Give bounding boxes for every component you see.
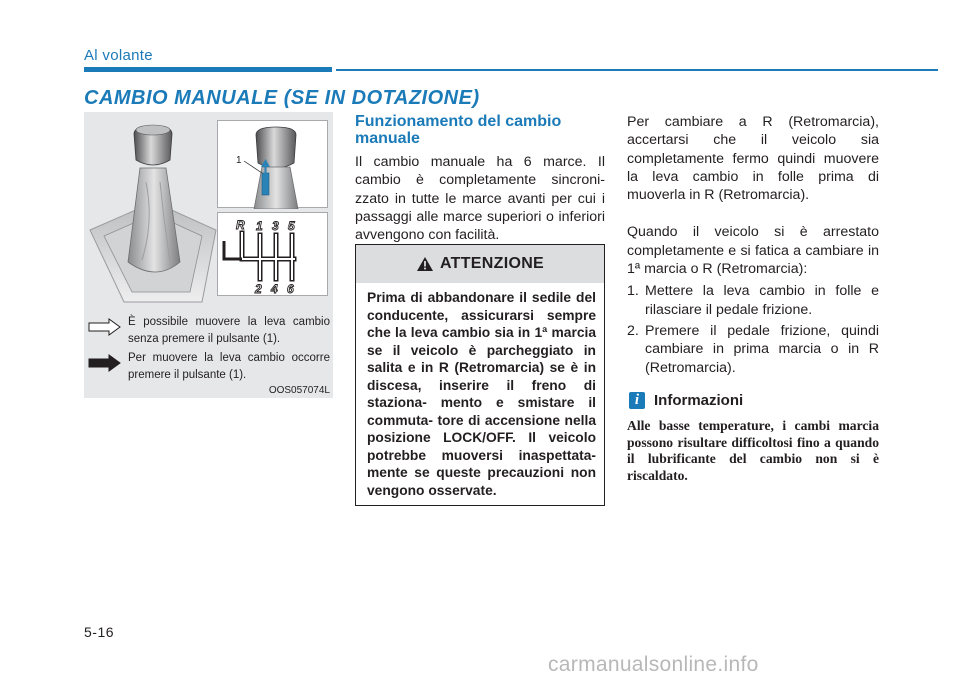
callout-number: 1 (236, 155, 242, 166)
info-heading (629, 392, 743, 409)
outline-arrow-icon (88, 318, 122, 336)
figure-code: OOS057074L (268, 385, 330, 396)
gear-label-3: 3 (272, 219, 279, 233)
list-item: 2. Premere il pedale frizione, quindi cambiare in prima marcia o in R (Retromarcia). (627, 322, 879, 376)
warning-header (356, 245, 604, 283)
button-detail-inset (217, 120, 328, 208)
gear-label-5: 5 (288, 219, 295, 233)
shift-pattern-diagram (218, 213, 329, 297)
gear-label-2: 2 (255, 282, 262, 296)
difficulty-paragraph: Quando il veicolo si è arrestato completamente e si fatica a cambiare in 1ª marcia o R (Retromarcia): (627, 224, 879, 278)
legend-row-outline (84, 314, 333, 350)
page-title: CAMBIO MANUALE (SE IN DOTAZIONE) (84, 87, 480, 109)
section-heading: Funzionamento del cambio manuale (355, 113, 562, 147)
warning-box (355, 244, 605, 506)
header-rule-thin (336, 69, 938, 71)
gear-label-r: R (236, 218, 245, 232)
shift-pattern-inset (217, 212, 328, 296)
intro-paragraph: Il cambio manuale ha 6 marce. Il cambio è completamente sincroni- zzato in tutte le marce avanti per cui i passaggi alle marce superiori o inferiori avvengono con facilità. (355, 154, 605, 244)
gear-label-1: 1 (256, 219, 263, 233)
list-item: 1. Mettere la leva cambio in folle e rilasciare il pedale frizione. (627, 283, 879, 318)
gear-label-4: 4 (271, 282, 278, 296)
gear-label-6: 6 (287, 282, 294, 296)
warning-label: ATTENZIONE (439, 255, 545, 272)
warning-text: Prima di abbandonare il sedile del conducente, assicurarsi sempre che la leva cambio sia in 1ª marcia se il veicolo è parcheggiato in salita e in R (Retromarcia) se è in discesa, inserire il freno di staziona- mento e smistare il commuta- tore di accensione nella posizione LOCK/OFF. Il veicolo potrebbe muoversi inaspettata- mente se queste precauzioni non vengono osservate. (367, 290, 596, 498)
section-label: Al volante (84, 47, 153, 64)
header-rule-thick (84, 67, 332, 72)
warning-triangle-icon (416, 256, 434, 272)
solid-arrow-icon (88, 354, 122, 372)
info-icon: i (629, 392, 645, 409)
legend-row-solid (84, 350, 333, 386)
right-column (627, 113, 879, 380)
steps-list (627, 282, 879, 376)
info-text: Alle basse temperature, i cambi marcia possono risultare difficoltosi fino a quando il lubrificante del cambio non si è riscaldato. (627, 418, 879, 484)
legend-text-outline: È possibile muovere la leva cambio senza premere il pulsante (1). (128, 316, 330, 345)
legend-text-solid: Per muovere la leva cambio occorre premere il pulsante (1). (128, 352, 330, 381)
info-title: Informazioni (654, 392, 744, 409)
gear-shift-figure (84, 112, 333, 398)
reverse-paragraph: Per cambiare a R (Retromarcia), accertarsi che il veicolo sia completamente fermo quindi muovere la leva cambio in folle prima di muoverla in R (Retromarcia). (627, 114, 879, 204)
watermark: carmanualsonline.info (548, 653, 759, 676)
lever-button-illustration (218, 121, 329, 209)
page-number: 5-16 (84, 624, 115, 640)
